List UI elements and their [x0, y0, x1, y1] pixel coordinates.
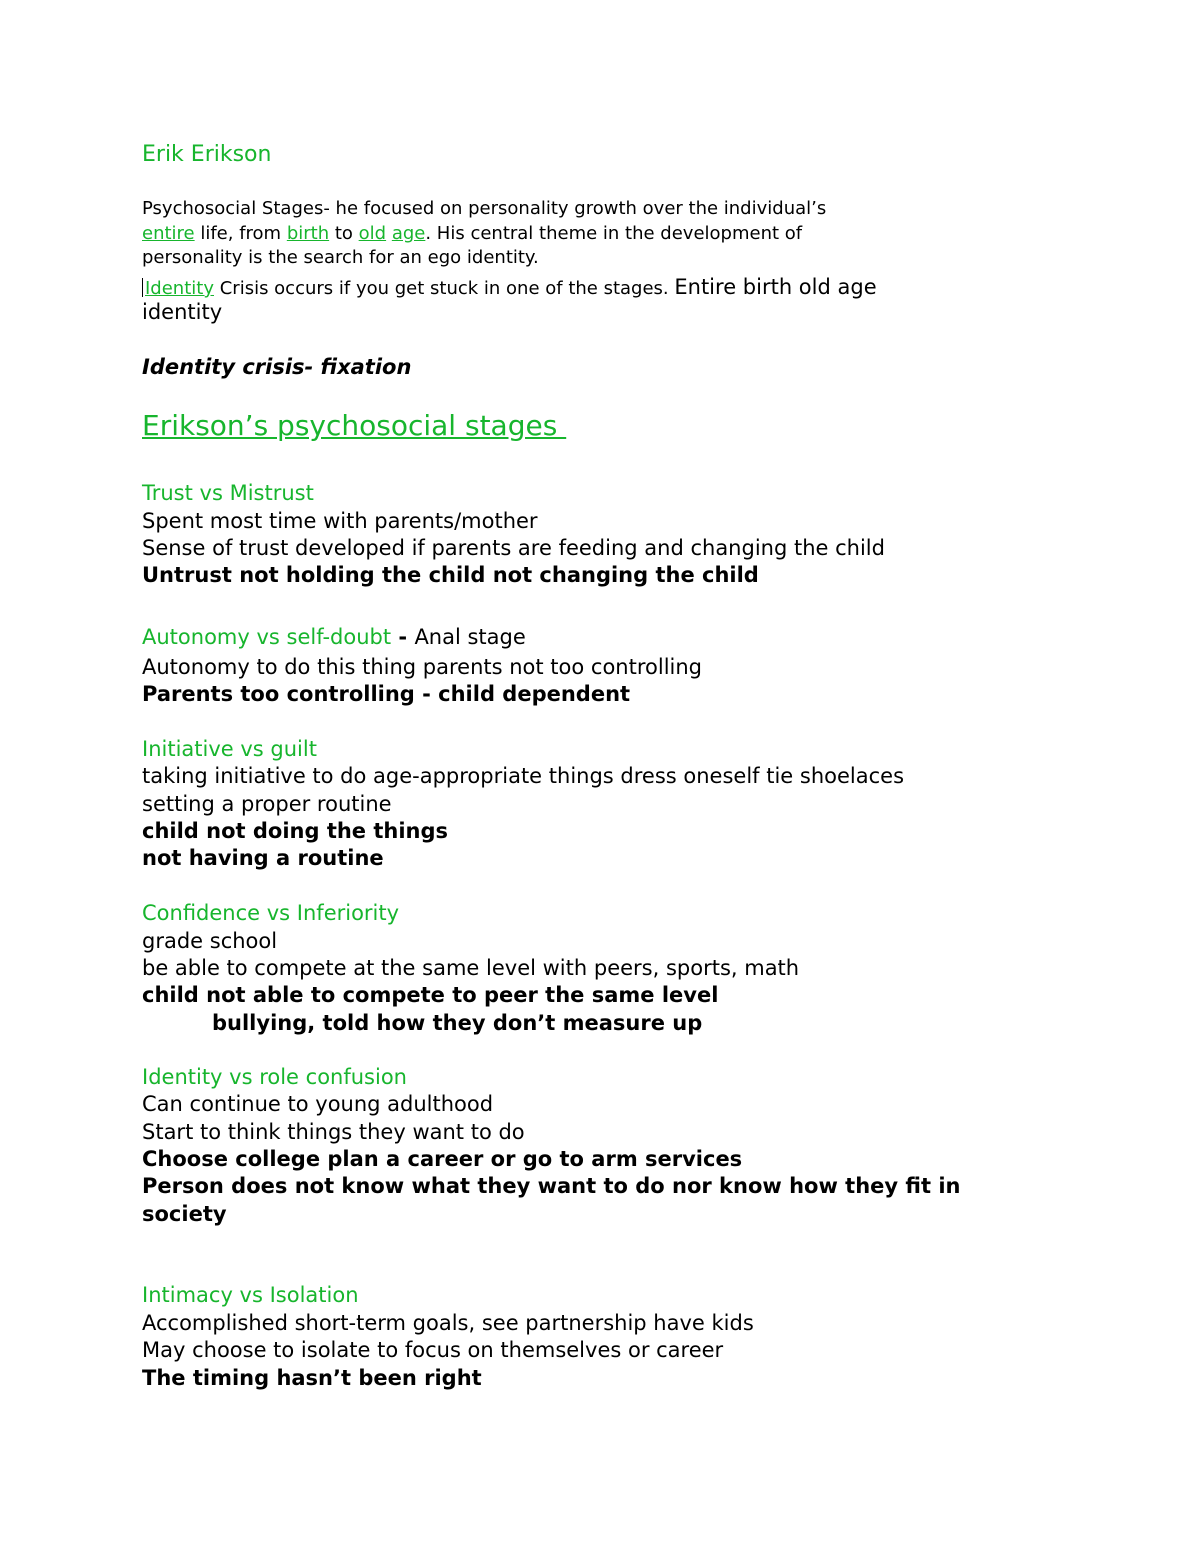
stage-bold-line: child not able to compete to peer the same level	[142, 983, 719, 1007]
link-birth[interactable]: birth	[286, 223, 330, 244]
section-title: Erikson’s psychosocial stages	[142, 409, 567, 442]
stage-line: Can continue to young adulthood	[142, 1092, 494, 1116]
stage-line: setting a proper routine	[142, 792, 392, 816]
stage-line: grade school	[142, 929, 278, 953]
stage-line: be able to compete at the same level with peers, sports, math	[142, 956, 800, 980]
intro-line-5: identity	[142, 300, 223, 324]
stage-title-confidence: Confidence vs Inferiority	[142, 901, 400, 925]
stage-line: Spent most time with parents/mother	[142, 509, 538, 533]
stage-title-trust: Trust vs Mistrust	[142, 481, 314, 505]
link-age[interactable]: age	[391, 223, 426, 244]
link-identity[interactable]: Identity	[145, 278, 214, 299]
stage-line: May choose to isolate to focus on themselves or career	[142, 1338, 724, 1362]
link-entire[interactable]: entire	[142, 223, 195, 244]
link-old[interactable]: old	[358, 223, 387, 244]
stage-line: Autonomy to do this thing parents not too controlling	[142, 655, 702, 679]
stage-title-identity: Identity vs role confusion	[142, 1065, 407, 1089]
stage-bold-line: Parents too controlling - child dependent	[142, 682, 631, 706]
stage-title-initiative: Initiative vs guilt	[142, 737, 317, 761]
stage-line: Accomplished short-term goals, see partnership have kids	[142, 1311, 754, 1335]
stage-bold-line: Choose college plan a career or go to arm services	[142, 1147, 743, 1171]
stage-bold-line: society	[142, 1202, 227, 1226]
stage-line: Start to think things they want to do	[142, 1120, 525, 1144]
intro-line-3: personality is the search for an ego identity.	[142, 247, 539, 268]
document-title: Erik Erikson	[142, 142, 272, 167]
stage-bold-line: bullying, told how they don’t measure up	[212, 1011, 703, 1035]
stage-bold-line: Person does not know what they want to do nor know how they fit in	[142, 1174, 961, 1198]
intro-line-4: Identity Crisis occurs if you get stuck in one of the stages. Entire birth old age	[142, 275, 877, 299]
stage-bold-line: child not doing the things	[142, 819, 449, 843]
stage-line: taking initiative to do age-appropriate things dress oneself tie shoelaces	[142, 764, 905, 788]
intro-line-2: entire life, from birth to old age. His central theme in the development of	[142, 223, 803, 244]
stage-title-intimacy: Intimacy vs Isolation	[142, 1283, 359, 1307]
stage-line: Sense of trust developed if parents are feeding and changing the child	[142, 536, 885, 560]
stage-bold-line: not having a routine	[142, 846, 384, 870]
intro-line-1: Psychosocial Stages- he focused on personality growth over the individual’s	[142, 198, 827, 219]
crisis-note: Identity crisis- fixation	[142, 355, 412, 379]
text-cursor	[142, 278, 143, 297]
stage-bold-line: Untrust not holding the child not changing the child	[142, 563, 759, 587]
stage-bold-line: The timing hasn’t been right	[142, 1366, 482, 1390]
stage-title-autonomy: Autonomy vs self-doubt - Anal stage	[142, 625, 526, 649]
